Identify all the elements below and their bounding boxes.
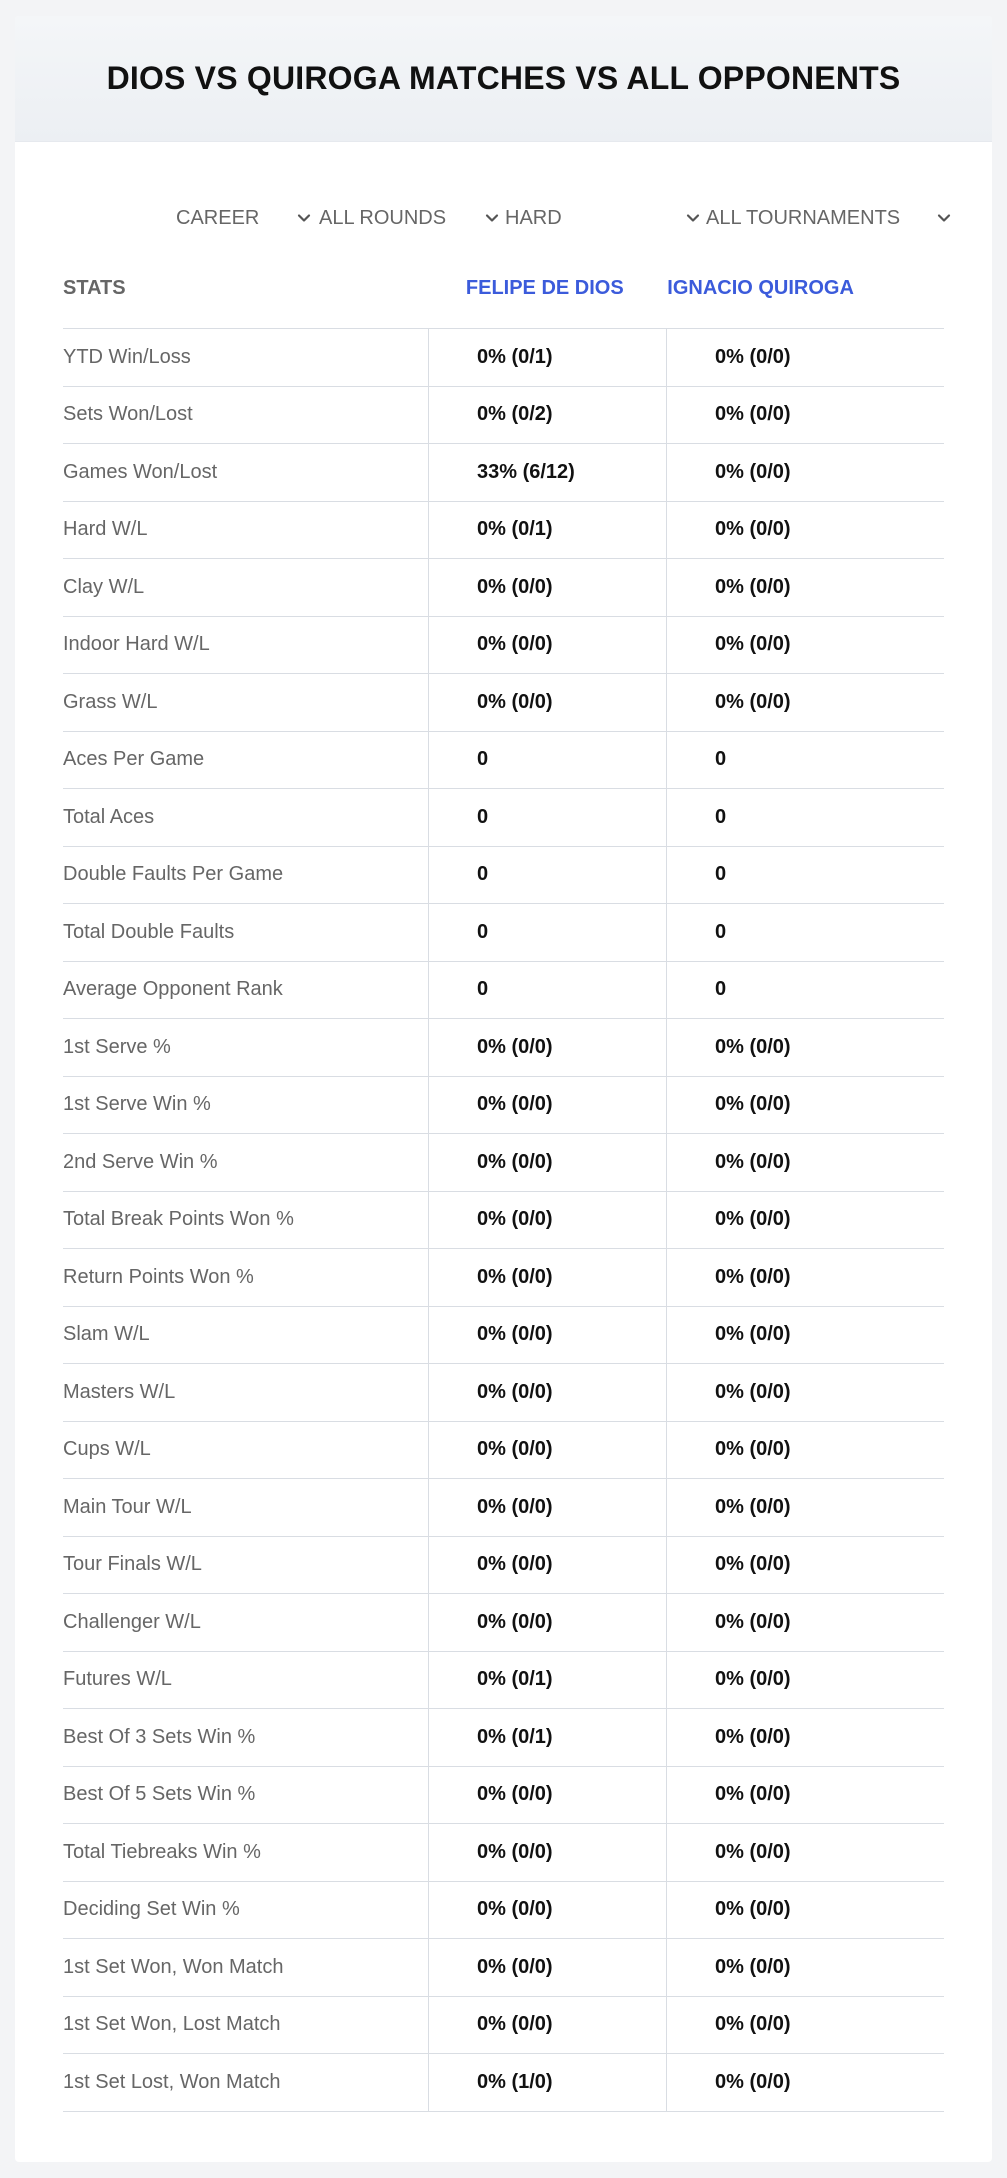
- player1-value: 0% (0/0): [428, 1249, 666, 1306]
- stat-label: 1st Serve Win %: [63, 1093, 211, 1116]
- page-title: DIOS VS QUIROGA MATCHES VS ALL OPPONENTS: [106, 60, 901, 96]
- stats-table: [63, 248, 944, 2112]
- table-row: [63, 1307, 944, 1365]
- table-row: [63, 732, 944, 790]
- table-row: [63, 1767, 944, 1825]
- stat-label: Total Double Faults: [63, 920, 235, 943]
- table-header: [63, 248, 944, 329]
- player2-value: 0% (0/0): [666, 1882, 944, 1939]
- table-row: [63, 1537, 944, 1595]
- player2-value: 0% (0/0): [666, 1939, 944, 1996]
- table-row: [63, 2054, 944, 2112]
- player1-value: 0% (0/0): [428, 1537, 666, 1594]
- player1-value: 0% (0/0): [428, 1019, 666, 1076]
- stat-label: Aces Per Game: [63, 748, 205, 771]
- player1-value: 0% (0/0): [428, 1422, 666, 1479]
- player2-value: 0% (0/0): [666, 329, 944, 386]
- player1-value: 0% (0/1): [428, 1652, 666, 1709]
- stat-label: Masters W/L: [63, 1380, 176, 1403]
- stat-label: Challenger W/L: [63, 1610, 201, 1633]
- table-row: [63, 1249, 944, 1307]
- player1-value: 0% (0/1): [428, 1709, 666, 1766]
- table-row: [63, 444, 944, 502]
- player1-value: 0: [428, 962, 666, 1019]
- stat-label: Tour Finals W/L: [63, 1553, 202, 1576]
- table-row: [63, 329, 944, 387]
- period-select[interactable]: [176, 188, 311, 248]
- stat-label: Average Opponent Rank: [63, 978, 283, 1001]
- stat-label: Futures W/L: [63, 1668, 172, 1691]
- player2-value: 0% (0/0): [666, 1767, 944, 1824]
- table-row: [63, 1939, 944, 1997]
- table-row: [63, 1652, 944, 1710]
- chevron-down-icon: [937, 211, 951, 225]
- stat-label: 2nd Serve Win %: [63, 1150, 218, 1173]
- stat-label: Total Break Points Won %: [63, 1208, 294, 1231]
- stat-label: Sets Won/Lost: [63, 403, 193, 426]
- player1-value: 0% (0/0): [428, 559, 666, 616]
- player2-value: 0% (0/0): [666, 1824, 944, 1881]
- player1-value: 0% (0/2): [428, 387, 666, 444]
- stat-label: 1st Set Won, Lost Match: [63, 2013, 281, 2036]
- surface-select-value: HARD: [505, 206, 562, 229]
- player2-value: 0% (0/0): [666, 1134, 944, 1191]
- chevron-down-icon: [485, 211, 499, 225]
- tournament-select[interactable]: [706, 188, 951, 248]
- stat-label: Double Faults Per Game: [63, 863, 284, 886]
- player1-value: 0: [428, 789, 666, 846]
- stat-label: Clay W/L: [63, 575, 145, 598]
- table-row: [63, 904, 944, 962]
- chevron-down-icon: [297, 211, 311, 225]
- table-row: [63, 1422, 944, 1480]
- player2-value: 0% (0/0): [666, 1652, 944, 1709]
- stat-label: Grass W/L: [63, 690, 158, 713]
- stat-label: 1st Serve %: [63, 1035, 171, 1058]
- stats-card: [15, 16, 992, 2162]
- player1-value: 0% (0/0): [428, 1824, 666, 1881]
- player2-value: 0% (0/0): [666, 1997, 944, 2054]
- table-row: [63, 847, 944, 905]
- table-row: [63, 617, 944, 675]
- tournament-select-value: ALL TOURNAMENTS: [706, 206, 901, 229]
- period-select-value: CAREER: [176, 206, 260, 229]
- chevron-down-icon: [686, 211, 700, 225]
- stat-label: Total Tiebreaks Win %: [63, 1840, 261, 1863]
- table-row: [63, 1134, 944, 1192]
- player2-value: 0% (0/0): [666, 1077, 944, 1134]
- stat-label: YTD Win/Loss: [63, 345, 191, 368]
- player2-value: 0% (0/0): [666, 1479, 944, 1536]
- player2-value: 0: [666, 732, 944, 789]
- table-row: [63, 789, 944, 847]
- player1-value: 0% (0/0): [428, 1997, 666, 2054]
- player1-value: 0% (0/0): [428, 1364, 666, 1421]
- player1-value: 0% (0/0): [428, 617, 666, 674]
- stat-label: Best Of 5 Sets Win %: [63, 1783, 256, 1806]
- stat-label: Slam W/L: [63, 1323, 150, 1346]
- player1-value: 0% (0/0): [428, 1767, 666, 1824]
- player2-value: 0% (0/0): [666, 1192, 944, 1249]
- player1-value: 0% (0/0): [428, 1479, 666, 1536]
- player2-value: 0: [666, 904, 944, 961]
- player1-value: 0: [428, 904, 666, 961]
- page-header: [15, 16, 992, 142]
- player2-value: 0: [666, 789, 944, 846]
- table-row: [63, 1019, 944, 1077]
- stat-label: Total Aces: [63, 805, 155, 828]
- table-row: [63, 1997, 944, 2055]
- stat-label: Main Tour W/L: [63, 1495, 192, 1518]
- stat-label: Best Of 3 Sets Win %: [63, 1725, 256, 1748]
- player2-value: 0% (0/0): [666, 444, 944, 501]
- player1-link[interactable]: FELIPE DE DIOS: [465, 276, 624, 299]
- player2-value: 0% (0/0): [666, 1422, 944, 1479]
- stat-label: Deciding Set Win %: [63, 1898, 240, 1921]
- player1-value: 0% (0/1): [428, 502, 666, 559]
- player1-value: 0% (0/0): [428, 1882, 666, 1939]
- table-row: [63, 1364, 944, 1422]
- table-row: [63, 1594, 944, 1652]
- stat-label: Cups W/L: [63, 1438, 151, 1461]
- player1-value: 0% (0/0): [428, 1307, 666, 1364]
- table-row: [63, 1709, 944, 1767]
- player1-value: 0% (0/0): [428, 1594, 666, 1651]
- table-row: [63, 962, 944, 1020]
- player1-value: 0% (0/0): [428, 1134, 666, 1191]
- player1-value: 0% (0/0): [428, 1192, 666, 1249]
- stat-label: 1st Set Won, Won Match: [63, 1955, 284, 1978]
- player2-value: 0% (0/0): [666, 1537, 944, 1594]
- table-row: [63, 1882, 944, 1940]
- table-row: [63, 1077, 944, 1135]
- table-row: [63, 1192, 944, 1250]
- player2-value: 0% (0/0): [666, 559, 944, 616]
- stat-label: 1st Set Lost, Won Match: [63, 2070, 281, 2093]
- player2-value: 0% (0/0): [666, 1249, 944, 1306]
- stat-label: Hard W/L: [63, 518, 148, 541]
- table-row: [63, 1479, 944, 1537]
- player1-value: 0: [428, 732, 666, 789]
- player2-value: 0% (0/0): [666, 1307, 944, 1364]
- round-select[interactable]: [319, 188, 499, 248]
- player1-value: 0% (0/0): [428, 1077, 666, 1134]
- player2-value: 0% (0/0): [666, 674, 944, 731]
- stats-column-header: STATS: [63, 276, 126, 299]
- table-row: [63, 387, 944, 445]
- player1-value: 0% (1/0): [428, 2054, 666, 2111]
- player1-value: 0% (0/0): [428, 674, 666, 731]
- surface-select[interactable]: [505, 188, 700, 248]
- player2-value: 0% (0/0): [666, 2054, 944, 2111]
- player2-value: 0% (0/0): [666, 502, 944, 559]
- player1-value: 0% (0/1): [428, 329, 666, 386]
- player1-value: 33% (6/12): [428, 444, 666, 501]
- stat-label: Games Won/Lost: [63, 460, 218, 483]
- filter-bar: [15, 188, 992, 248]
- player2-value: 0% (0/0): [666, 387, 944, 444]
- player2-link[interactable]: IGNACIO QUIROGA: [667, 276, 854, 299]
- table-row: [63, 559, 944, 617]
- table-row: [63, 1824, 944, 1882]
- table-row: [63, 674, 944, 732]
- player2-value: 0: [666, 847, 944, 904]
- table-row: [63, 502, 944, 560]
- player1-value: 0% (0/0): [428, 1939, 666, 1996]
- round-select-value: ALL ROUNDS: [319, 206, 447, 229]
- player2-value: 0% (0/0): [666, 1364, 944, 1421]
- player1-value: 0: [428, 847, 666, 904]
- player2-value: 0% (0/0): [666, 617, 944, 674]
- player2-value: 0: [666, 962, 944, 1019]
- table-body: [63, 329, 944, 2112]
- player2-value: 0% (0/0): [666, 1709, 944, 1766]
- player2-value: 0% (0/0): [666, 1019, 944, 1076]
- stat-label: Return Points Won %: [63, 1265, 254, 1288]
- stat-label: Indoor Hard W/L: [63, 633, 210, 656]
- player2-value: 0% (0/0): [666, 1594, 944, 1651]
